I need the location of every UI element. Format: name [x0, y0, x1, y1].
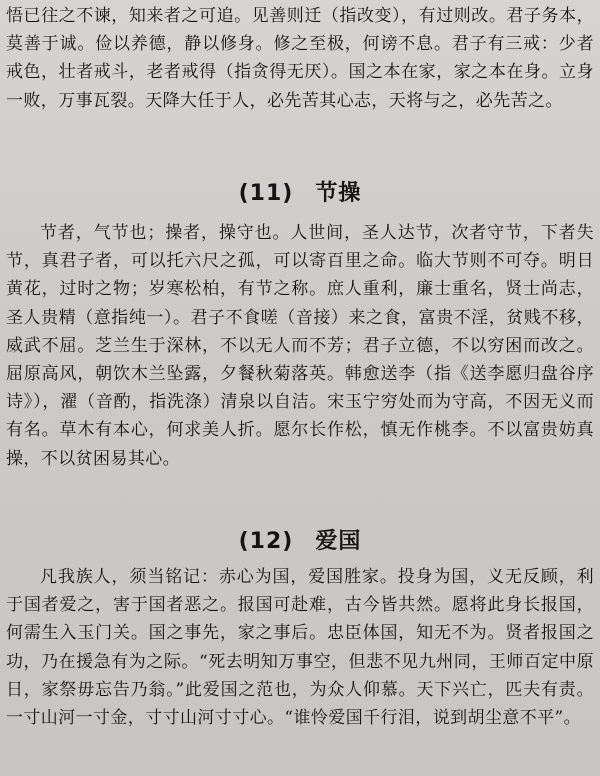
section-11-number: (11) [238, 181, 294, 206]
section-11-title: 节操 [315, 181, 362, 206]
section-12-title: 爱国 [315, 529, 362, 554]
section-12-number: (12) [238, 529, 294, 554]
section-12-heading [0, 524, 600, 555]
section-12-body: 凡我族人，须当铭记：赤心为国，爱国胜家。投身为国，义无反顾，利于国者爱之，害于国者恶之。报国可赴难，古今皆共然。愿将此身长报国，何需生入玉门关。国之事先，家之事后。忠臣体国，知无不为。贤者报国之功，乃在援急有为之际。“死去明知万事空，但悲不见九州同，王师百定中原日，家祭毋忘告乃翁。”此爱国之范也，为众人仰慕。天下兴亡，匹夫有责。一寸山河一寸金，寸寸山河寸寸心。“谁怜爱国千行泪，说到胡尘意不平”。 [6, 567, 594, 729]
section-11-body: 节者，气节也；操者，操守也。人世间，圣人达节，次者守节，下者失节，真君子者，可以托六尺之孤，可以寄百里之命。临大节则不可夺。明日黄花，过时之物；岁寒松柏，有节之称。庶人重利，廉士重名，贤士尚志，圣人贵精（意指纯一）。君子不食嗟（音接）来之食，富贵不淫，贫贱不移，威武不屈。芝兰生于深林，不以无人而不芳；君子立德，不以穷困而改之。屈原高风，朝饮木兰坠露，夕餐秋菊落英。韩愈送李（指《送李愿归盘谷序诗》），濯（音酌，指洗涤）清泉以自洁。宋玉宁穷处而为守高，不因无义而有名。草木有本心，何求美人折。愿尔长作松，慎无作桃李。不以富贵妨真操，不以贫困易其心。 [6, 223, 594, 469]
section-11-heading [0, 176, 600, 207]
intro-paragraph: 悟已往之不谏，知来者之可追。见善则迁（指改变），有过则改。君子务本，莫善于诚。俭以养德，静以修身。修之至极，何谤不息。君子有三戒：少者戒色，壮者戒斗，老者戒得（指贪得无厌）。国之本在家，家之本在身。立身一败，万事瓦裂。天降大任于人，必先苦其心志，天将与之，必先苦之。 [6, 6, 594, 111]
